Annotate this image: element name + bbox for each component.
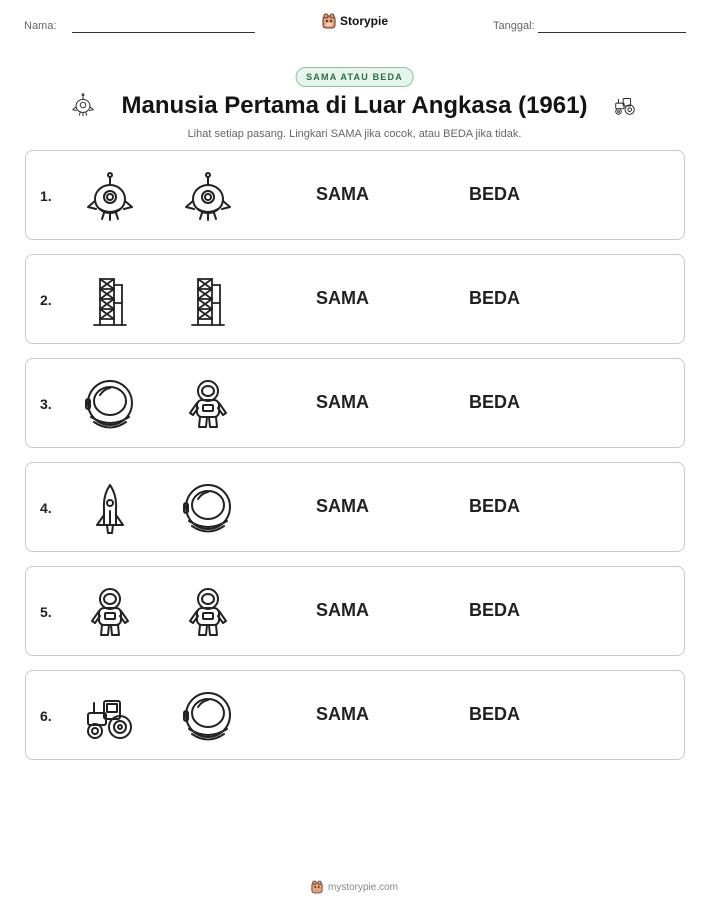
tractor-icon <box>82 689 138 745</box>
question-number: 2. <box>40 292 52 308</box>
footer-url[interactable]: mystorypie.com <box>327 881 398 893</box>
question-list <box>25 150 685 774</box>
question-row-1 <box>25 150 685 240</box>
option-different[interactable]: BEDA <box>469 184 521 204</box>
space-helmet-icon <box>180 689 236 745</box>
name-line[interactable] <box>72 32 255 33</box>
name-label: Nama: <box>24 20 57 32</box>
option-same[interactable]: SAMA <box>316 600 369 620</box>
option-same[interactable]: SAMA <box>316 184 369 204</box>
option-same[interactable]: SAMA <box>316 288 369 308</box>
question-row-3 <box>25 358 685 448</box>
question-number: 1. <box>40 188 52 204</box>
title-tractor-icon <box>610 92 640 123</box>
date-line[interactable] <box>538 32 686 33</box>
worksheet-type-badge: SAMA ATAU BEDA <box>295 67 414 87</box>
date-label: Tanggal: <box>493 20 535 32</box>
question-row-2 <box>25 254 685 344</box>
option-same[interactable]: SAMA <box>316 704 369 724</box>
question-number: 6. <box>40 708 52 724</box>
storypie-mascot-icon <box>311 880 323 894</box>
page-title: Manusia Pertama di Luar Angkasa (1961) <box>121 92 588 119</box>
question-row-6 <box>25 670 685 760</box>
launch-tower-icon <box>82 273 138 329</box>
spaceship-icon <box>180 169 236 225</box>
option-different[interactable]: BEDA <box>469 392 521 412</box>
option-different[interactable]: BEDA <box>469 600 521 620</box>
astronaut-icon <box>180 377 236 433</box>
question-number: 3. <box>40 396 52 412</box>
question-number: 4. <box>40 500 52 516</box>
rocket-icon <box>82 481 138 537</box>
question-number: 5. <box>40 604 52 620</box>
instructions: Lihat setiap pasang. Lingkari SAMA jika cocok, atau BEDA jika tidak. <box>187 128 522 140</box>
option-same[interactable]: SAMA <box>316 496 369 516</box>
launch-tower-icon <box>180 273 236 329</box>
question-row-4 <box>25 462 685 552</box>
astronaut-icon <box>180 585 236 641</box>
storypie-mascot-icon <box>322 13 336 29</box>
option-different[interactable]: BEDA <box>469 288 521 308</box>
brand-name: Storypie <box>340 14 389 28</box>
question-row-5 <box>25 566 685 656</box>
spaceship-icon <box>82 169 138 225</box>
astronaut-icon <box>82 585 138 641</box>
option-different[interactable]: BEDA <box>469 496 521 516</box>
brand-logo <box>322 13 388 29</box>
option-same[interactable]: SAMA <box>316 392 369 412</box>
space-helmet-icon <box>82 377 138 433</box>
footer <box>0 880 709 894</box>
space-helmet-icon <box>180 481 236 537</box>
option-different[interactable]: BEDA <box>469 704 521 724</box>
